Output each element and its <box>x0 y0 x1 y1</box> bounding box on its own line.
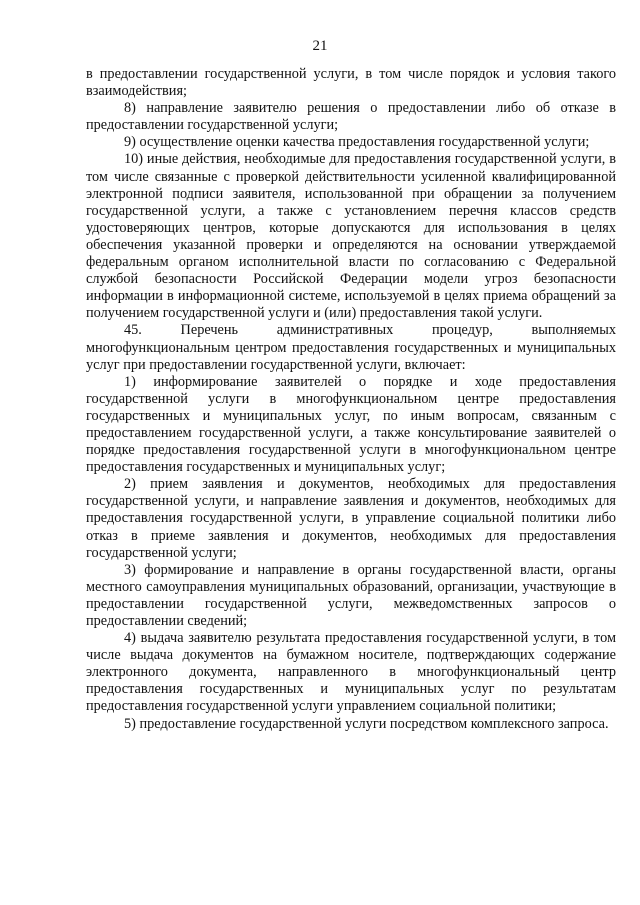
paragraph-item-5: 5) предоставление государственной услуги посредством комплексного запроса. <box>124 715 609 732</box>
paragraph-item-9: 9) осуществление оценки качества предоставления государственной услуги; <box>124 134 590 151</box>
page-number: 21 <box>312 38 328 54</box>
paragraph-item-8: 8) направление заявителю решения о предоставлении либо об отказе в предоставлении государственной услуги; <box>86 100 616 134</box>
paragraph-section-45: 45. Перечень административных процедур, выполняемых многофункциональным центром предоставления государственных и муниципальных услуг при предоставлении государственной услуги, включает: <box>86 322 616 373</box>
paragraph-item-2: 2) прием заявления и документов, необходимых для предоставления государственной услуги, и направление заявления и документов, необходимых для предоставления государственной услуги, в управление социальной политики либо отказ в приеме заявления и документов, необходимых для предоставления государственной услуги; <box>86 476 616 561</box>
paragraph-item-1: 1) информирование заявителей о порядке и ходе предоставления государственной услуги в многофункциональном центре предоставления государственных и муниципальных услуг, по иным вопросам, связанным с предоставлением государственной услуги, а также консультирование заявителей о порядке предоставления государственной услуги в многофункциональном центре предоставления государственных и муниципальных услуг; <box>86 373 616 476</box>
paragraph-item-3: 3) формирование и направление в органы государственной власти, органы местного самоуправления муниципальных образований, организации, участвующие в предоставлении государственной услуги, межведомственных запросов о предоставлении сведений; <box>86 561 616 629</box>
paragraph-item-4: 4) выдача заявителю результата предоставления государственной услуги, в том числе выдача документов на бумажном носителе, подтверждающих содержание электронного документа, направленного в многофункциональный центр предоставления государственных и муниципальных услуг по результатам предоставления государственной услуги управлением социальной политики; <box>86 630 616 715</box>
paragraph-continuation: в предоставлении государственной услуги, в том числе порядок и условия такого взаимодействия; <box>86 66 616 100</box>
document-body <box>86 66 616 733</box>
paragraph-item-10: 10) иные действия, необходимые для предоставления государственной услуги, в том числе связанные с проверкой действительности усиленной квалифицированной электронной подписи заявителя, использованной при обращении за получением государственной услуги, а также с установлением перечня классов средств удостоверяющих центров, которые допускаются для использования в целях обеспечения указанной проверки и определяются на основании утверждаемой федеральным органом исполнительной власти по согласованию с Федеральной службой безопасности Российской Федерации модели угроз безопасности информации в информационной системе, используемой в целях приема обращений за получением государственной услуги и (или) предоставления такой услуги. <box>86 151 616 322</box>
